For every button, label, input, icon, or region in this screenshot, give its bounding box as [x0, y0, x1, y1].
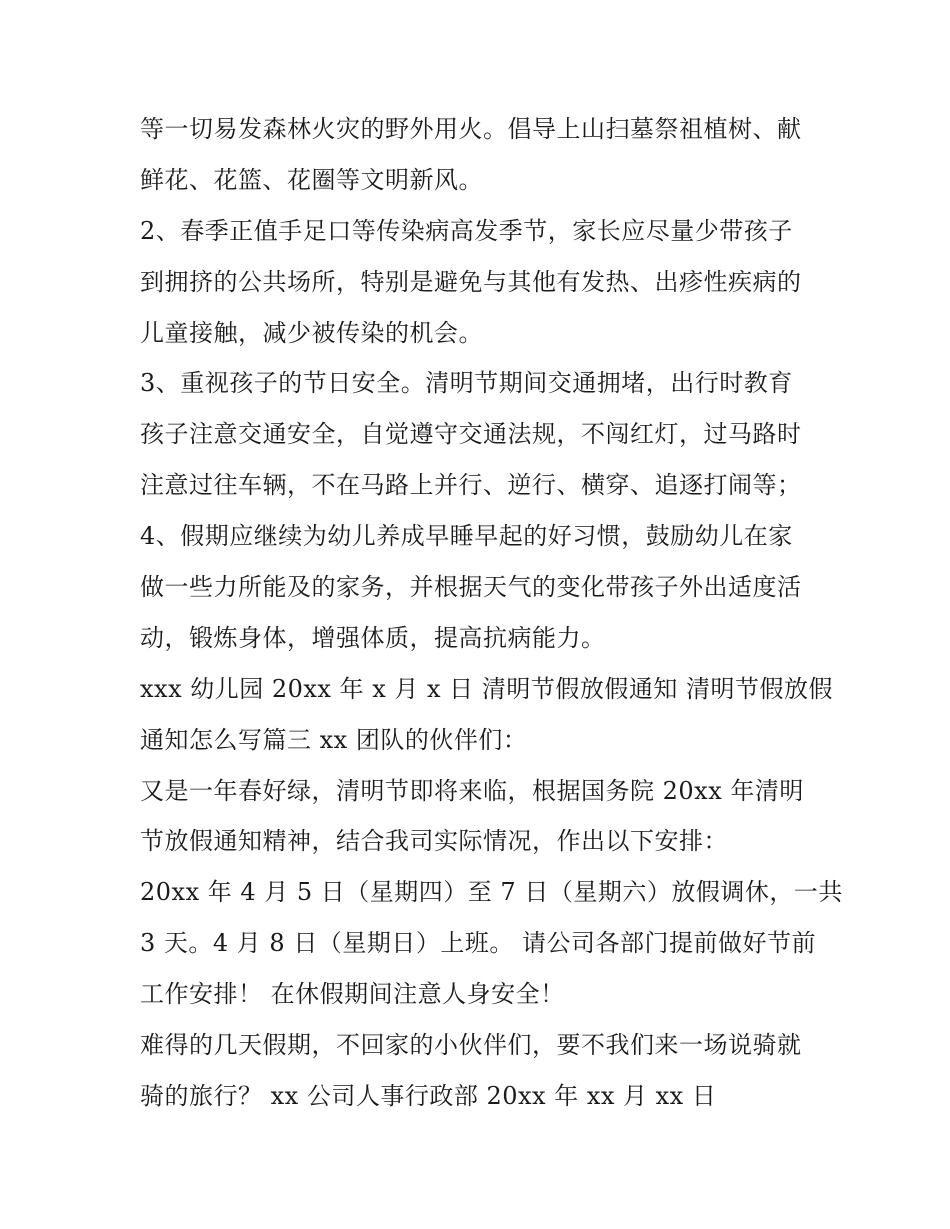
text-line: 难得的几天假期，不回家的小伙伴们，要不我们来一场说骑就: [140, 1031, 802, 1060]
text-line: 注意过往车辆，不在马路上并行、逆行、横穿、追逐打闹等；: [140, 471, 802, 500]
text-line: 3、重视孩子的节日安全。清明节期间交通拥堵，出行时教育: [140, 369, 793, 398]
text-line: 骑的旅行？ xx 公司人事行政部 20xx 年 xx 月 xx 日: [140, 1081, 717, 1110]
text-line: 又是一年春好绿，清明节即将来临，根据国务院 20xx 年清明: [140, 776, 804, 805]
text-line: 等一切易发森林火灾的野外用火。倡导上山扫墓祭祖植树、献: [140, 115, 802, 143]
text-line: 3 天。4 月 8 日（星期日）上班。 请公司各部门提前做好节前: [140, 929, 816, 958]
text-line: 动，锻炼身体，增强体质，提高抗病能力。: [140, 623, 606, 652]
text-line: 鲜花、花篮、花圈等文明新风。: [140, 165, 483, 194]
text-line: 到拥挤的公共场所，特别是避免与其他有发热、出疹性疾病的: [140, 267, 802, 296]
text-line: 儿童接触，减少被传染的机会。: [140, 318, 483, 347]
document-body: [140, 104, 843, 1122]
text-line: 通知怎么写篇三 xx 团队的伙伴们：: [140, 725, 528, 754]
text-line: 4、假期应继续为幼儿养成早睡早起的好习惯，鼓励幼儿在家: [140, 522, 793, 551]
text-line: 20xx 年 4 月 5 日（星期四）至 7 日（星期六）放假调休，一共: [140, 878, 843, 907]
text-line: 节放假通知精神，结合我司实际情况，作出以下安排：: [140, 827, 728, 856]
text-line: 2、春季正值手足口等传染病高发季节，家长应尽量少带孩子: [140, 216, 793, 245]
text-line: 工作安排！ 在休假期间注意人身安全！: [140, 980, 565, 1009]
text-line: 做一些力所能及的家务，并根据天气的变化带孩子外出适度活: [140, 573, 802, 602]
text-line: xxx 幼儿园 20xx 年 x 月 x 日 清明节假放假通知 清明节假放假: [140, 674, 833, 703]
text-line: 孩子注意交通安全，自觉遵守交通法规，不闯红灯，过马路时: [140, 420, 802, 449]
